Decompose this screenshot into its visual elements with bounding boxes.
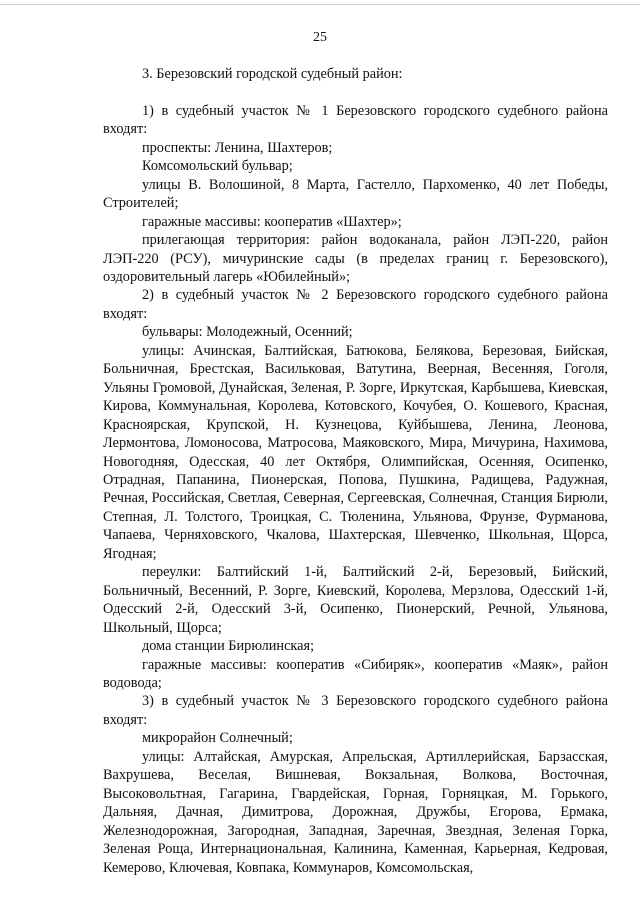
paragraph-streets-2: улицы: Ачинская, Балтийская, Батюкова, Белякова, Березовая, Бийская, Больничная, Брестская, Васильковая, Ватутина, Веерная, Весенняя, Гоголя, Ульяны Громовой, Дунайская, Зеленая, Р. Зорге, Иркутская, Карбышева, Киевская, Кирова, Коммунальная, Королева, Котовского, Кочубея, О. Кошевого, Красная, Красноярская, Крупской, Н. Кузнецова, Куйбышева, Ленина, Леонова, Лермонтова, Ломоносова, Матросова, Маяковского, Мира, Мичурина, Нахимова, Новогодняя, Одесская, 40 лет Октября, Олимпийская, Осенняя, Осипенко, Отрадная, Папанина, Пионерская, Попова, Пушкина, Радищева, Радужная, Речная, Российская, Светлая, Северная, Сергеевская, Солнечная, Станция Бирюли, Степная, Л. Толстого, Троицкая, С. Тюленина, Ульянова, Фрунзе, Фурманова, Чапаева, Черняховского, Чкалова, Шахтерская, Шевченко, Школьная, Щорса, Ягодная; (103, 342, 608, 562)
paragraph-garages-1: гаражные массивы: кооператив «Шахтер»; (142, 213, 402, 230)
paragraph-microdistrict: микрорайон Солнечный; (142, 730, 293, 747)
paragraph-lanes-2: переулки: Балтийский 1-й, Балтийский 2-й, Березовый, Бийский, Больничный, Весенний, Р. Зорге, Киевский, Королева, Мерзлова, Одесский 1-й, Одесский 2-й, Одесский 3-й, Осипенко, Пионерский, Речной, Ульянова, Школьный, Щорса; (103, 564, 608, 636)
paragraph-streets-3: улицы: Алтайская, Амурская, Апрельская, Артиллерийская, Барзасская, Вахрушева, Веселая, Вишневая, Вокзальная, Волкова, Восточная, Высоковольтная, Гагарина, Гвардейская, Горная, Горняцкая, М. Горького, Дальняя, Дачная, Димитрова, Дорожная, Дружбы, Егорова, Ермака, Железнодорожная, Загородная, Западная, Заречная, Звездная, Зеленая Горка, Зеленая Роща, Интернациональная, Калинина, Каменная, Карьерная, Кедровая, Кемерово, Ключевая, Ковпака, Коммунаров, Комсомольская, (103, 748, 608, 876)
paragraph-district-1-intro: 1) в судебный участок № 1 Березовского городского судебного района входят: (103, 102, 608, 138)
top-edge-rule (0, 4, 640, 5)
section-heading: 3. Березовский городской судебный район: (142, 66, 403, 82)
paragraph-prospects: проспекты: Ленина, Шахтеров; (142, 139, 333, 156)
paragraph-station-houses: дома станции Бирюлинская; (142, 638, 315, 655)
paragraph-territory-1: прилегающая территория: район водоканала, район ЛЭП-220, район ЛЭП-220 (РСУ), мичуринские сады (в пределах границ г. Березовского), оздоровительный лагерь «Юбилейный»; (103, 232, 608, 286)
paragraph-streets-1: улицы В. Волошиной, 8 Марта, Гастелло, Пархоменко, 40 лет Победы, Строителей; (103, 176, 608, 212)
paragraph-district-2-intro: 2) в судебный участок № 2 Березовского городского судебного района входят: (103, 287, 608, 322)
paragraph-boulevards-2: бульвары: Молодежный, Осенний; (142, 324, 353, 341)
document-body (103, 65, 608, 877)
paragraph-boulevard: Комсомольский бульвар; (142, 158, 293, 175)
paragraph-garages-2: гаражные массивы: кооператив «Сибиряк», кооператив «Маяк», район водовода; (103, 656, 608, 691)
page-number: 25 (313, 30, 327, 45)
paragraph-district-3-intro: 3) в судебный участок № 3 Березовского городского судебного района входят: (103, 693, 608, 728)
